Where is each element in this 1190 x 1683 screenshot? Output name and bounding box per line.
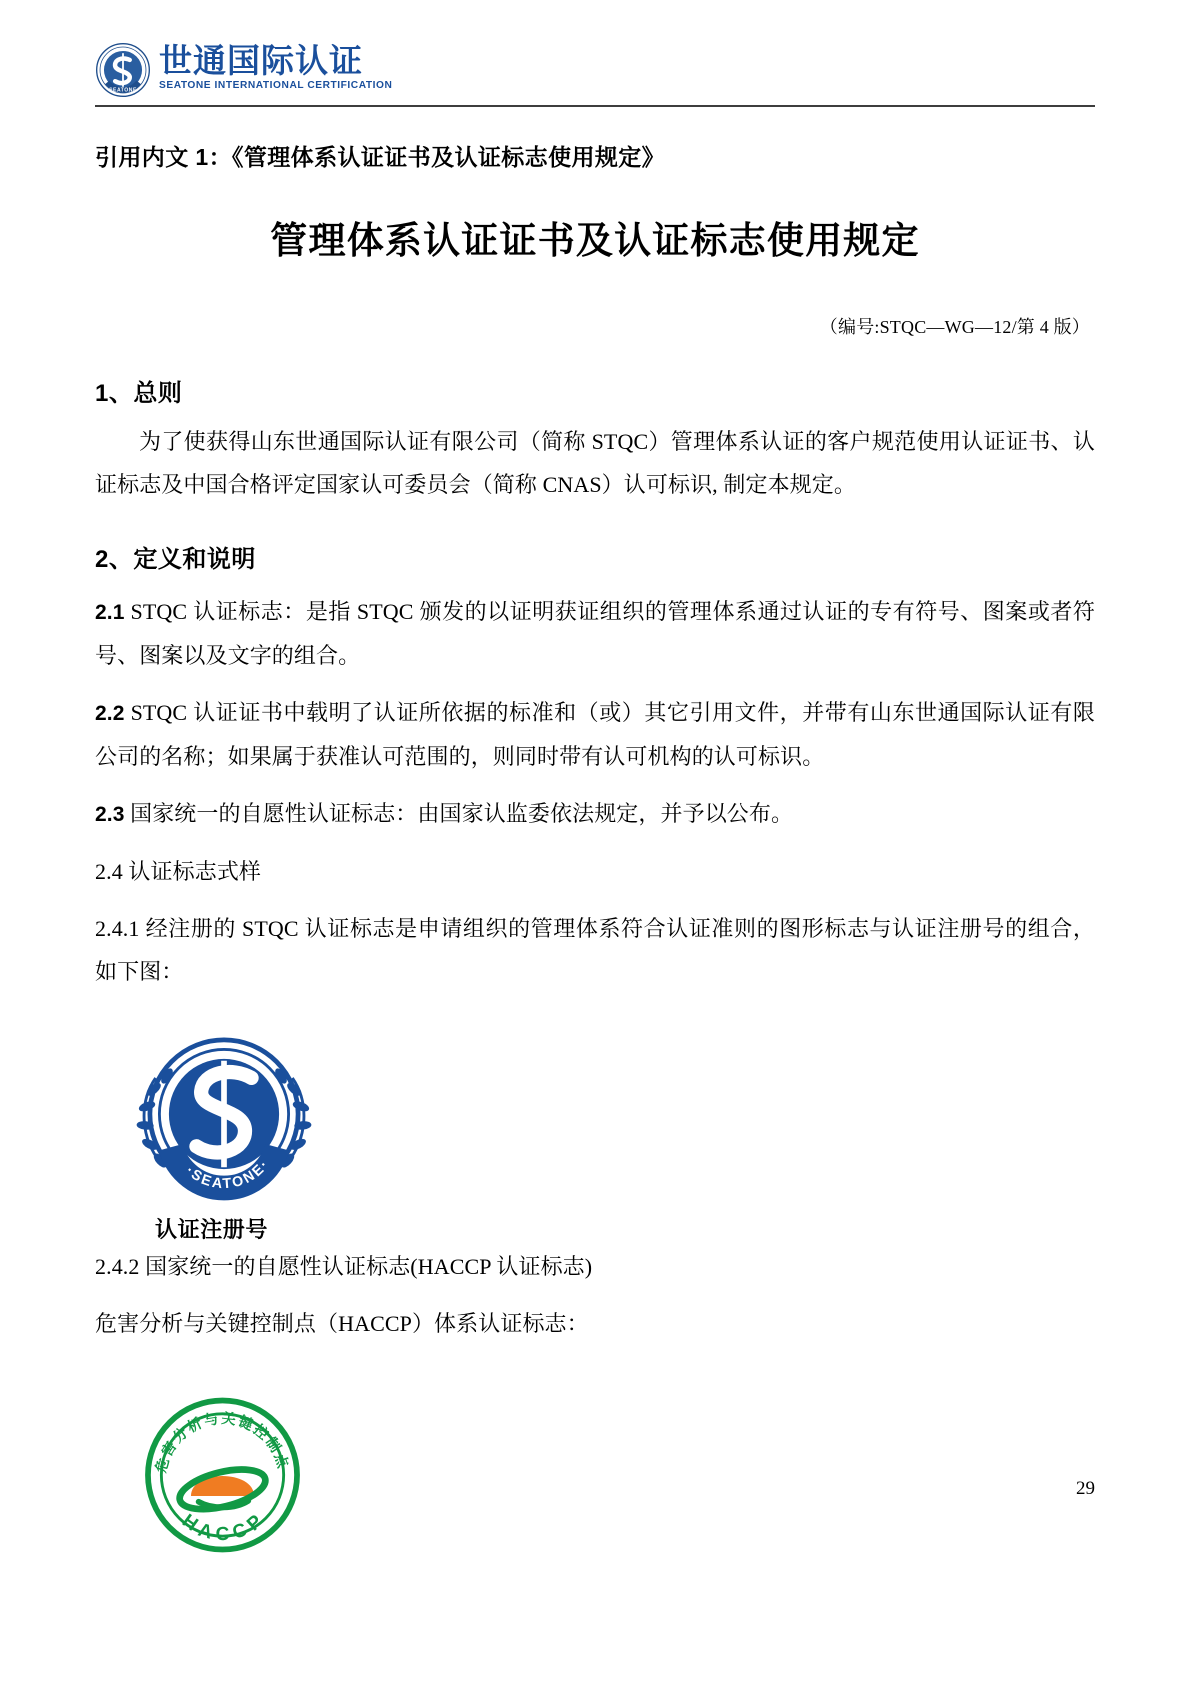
haccp-certification-mark-icon (130, 1389, 315, 1561)
clause-2-4-1 (95, 907, 1095, 993)
haccp-intro-text: 危害分析与关键控制点（HACCP）体系认证标志： (95, 1311, 589, 1336)
clause-2-3-text: 国家统一的自愿性认证标志：由国家认监委依法规定，并予以公布。 (130, 801, 794, 826)
seatone-logo-icon (95, 42, 151, 98)
clause-2-4-2 (95, 1245, 1095, 1288)
logo-english-name: SEATONE INTERNATIONAL CERTIFICATION (159, 80, 393, 91)
figure-haccp-mark (95, 1389, 1095, 1564)
clause-2-4-text: 认证标志式样 (128, 859, 262, 884)
page-header (0, 0, 1190, 108)
clause-2-2-number: 2.2 (95, 702, 125, 725)
svg-text:HACCP: HACCP (178, 1507, 271, 1546)
page-title: 管理体系认证证书及认证标志使用规定 (270, 220, 920, 261)
figure-stqc-mark (95, 1019, 1095, 1242)
section-heading-definitions: 2、定义和说明 (95, 546, 256, 573)
svg-text:SEATONE: SEATONE (109, 87, 137, 94)
section-heading-general: 1、总则 (95, 380, 183, 407)
section-1-paragraph: 为了使获得山东世通国际认证有限公司（简称 STQC）管理体系认证的客户规范使用认证证书、认证标志及中国合格评定国家认可委员会（简称 CNAS）认可标识, 制定本规定。 (95, 429, 1095, 497)
citation-line: 引用内文 1：《管理体系认证证书及认证标志使用规定》 (95, 144, 666, 170)
clause-2-4-2-number: 2.4.2 (95, 1254, 140, 1279)
company-logo (95, 42, 392, 98)
clause-2-4-1-text: 经注册的 STQC 认证标志是申请组织的管理体系符合认证准则的图形标志与认证注册号的组合，如下图： (95, 916, 1095, 984)
stqc-mark-caption: 认证注册号 (155, 1217, 269, 1242)
svg-text:·SEATONE·: ·SEATONE· (182, 1155, 274, 1193)
header-divider (95, 105, 1095, 107)
clause-2-3-number: 2.3 (95, 803, 125, 826)
clause-2-2-text: STQC 认证证书中载明了认证所依据的标准和（或）其它引用文件，并带有山东世通国际认证有限公司的名称；如果属于获准认可范围的，则同时带有认可机构的认可标识。 (95, 700, 1095, 769)
clause-2-2 (95, 691, 1095, 778)
clause-2-4-number: 2.4 (95, 859, 123, 884)
clause-2-4-2-text: 国家统一的自愿性认证标志(HACCP 认证标志) (145, 1254, 593, 1279)
clause-2-4-1-number: 2.4.1 (95, 916, 140, 941)
document-content (95, 128, 1095, 1564)
clause-2-4 (95, 850, 1095, 893)
svg-text:危害分析与关键控制点: 危害分析与关键控制点 (153, 1410, 291, 1475)
logo-chinese-name: 世通国际认证 (159, 42, 363, 79)
clause-2-1 (95, 590, 1095, 677)
document-code: （编号:STQC—WG—12/第 4 版） (819, 317, 1090, 337)
stqc-certification-mark-icon (129, 1019, 319, 1209)
page-number: 29 (1076, 1478, 1095, 1499)
clause-2-1-text: STQC 认证标志：是指 STQC 颁发的以证明获证组织的管理体系通过认证的专有符号、图案或者符号、图案以及文字的组合。 (95, 599, 1095, 668)
clause-2-1-number: 2.1 (95, 601, 125, 624)
clause-2-3 (95, 792, 1095, 836)
